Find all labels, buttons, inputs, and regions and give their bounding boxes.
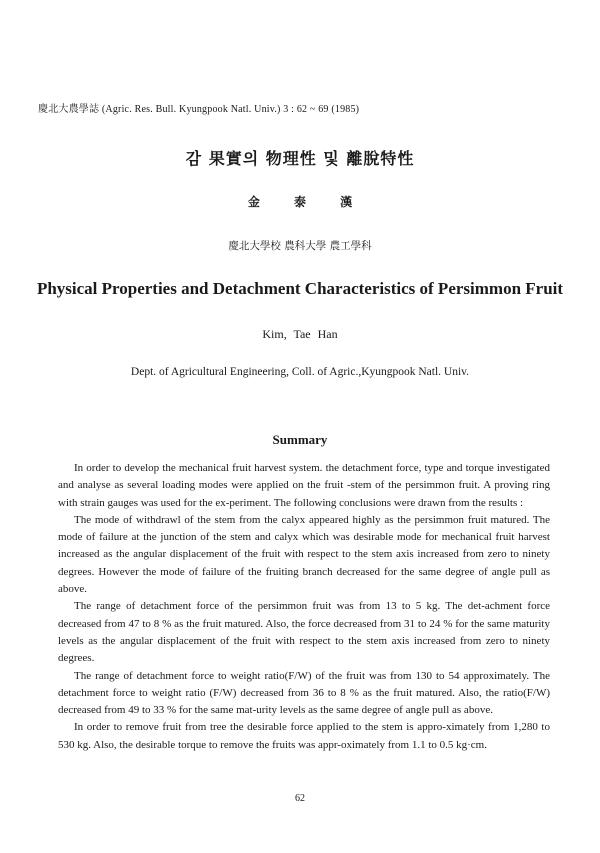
page-number: 62 xyxy=(295,793,305,804)
summary-paragraph: In order to develop the mechanical fruit harvest system. the detachment force, type and torque investigated and analyse as several loading modes were applied on the fruit -stem of the persimmon fruit. A proving ring with strain gauges was used for the ex-periment. The following conclusions were drawn from the results : xyxy=(58,462,550,509)
summary-heading: Summary xyxy=(272,432,328,447)
english-author: Kim, Tae Han xyxy=(262,327,338,341)
english-title: Physical Properties and Detachment Characteristics of Persimmon Fruit xyxy=(36,279,564,298)
journal-citation: 慶北大農學誌 (Agric. Res. Bull. Kyungpook Natl. Univ.) 3 : 62 ~ 69 (1985) xyxy=(38,104,360,115)
summary-paragraph: In order to remove fruit from tree the desirable force applied to the stem is appro-ximately from 1,280 to 530 kg. Also, the desirable torque to remove the fruits was appr-oximately from 1.1 to 0.5 kg·cm. xyxy=(58,721,550,751)
korean-affiliation: 慶北大學校 農科大學 農工學科 xyxy=(228,240,372,252)
summary-paragraph: The range of detachment force of the persimmon fruit was from 13 to 5 kg. The det-achment force decreased from 47 to 8 % as the fruit matured. Also, the force decreased from 31 to 24 % for the same maturity levels as the angular displacement of the fruit with respect to the stem axis increased from zero to ninety degrees. xyxy=(58,600,550,665)
korean-title: 감 果實의 物理性 및 離脫特性 xyxy=(185,149,415,168)
summary-paragraph: The mode of withdrawl of the stem from the calyx appeared highly as the persimmon fruit matured. The mode of failure at the junction of the stem and calyx which was desirable mode for mechanical fruit harvest increased as the angular displacement of the fruit with respect to the stem axis increased from zero to ninety degrees. However the mode of failure of the fruiting branch decreased for the same degree of angle pull as above. xyxy=(58,513,550,596)
english-affiliation: Dept. of Agricultural Engineering, Coll. of Agric.,Kyungpook Natl. Univ. xyxy=(130,366,470,378)
korean-author: 金 泰 漢 xyxy=(247,195,353,209)
summary-body xyxy=(58,460,550,754)
summary-paragraph: The range of detachment force to weight ratio(F/W) of the fruit was from 130 to 54 approximately. The detachment force to weight ratio (F/W) decreased from 36 to 8 % as the fruit matured. Also, the ratio(F/W) decreased from 49 to 33 % for the same mat-urity levels as the same degree of angle pull as above. xyxy=(58,669,550,717)
